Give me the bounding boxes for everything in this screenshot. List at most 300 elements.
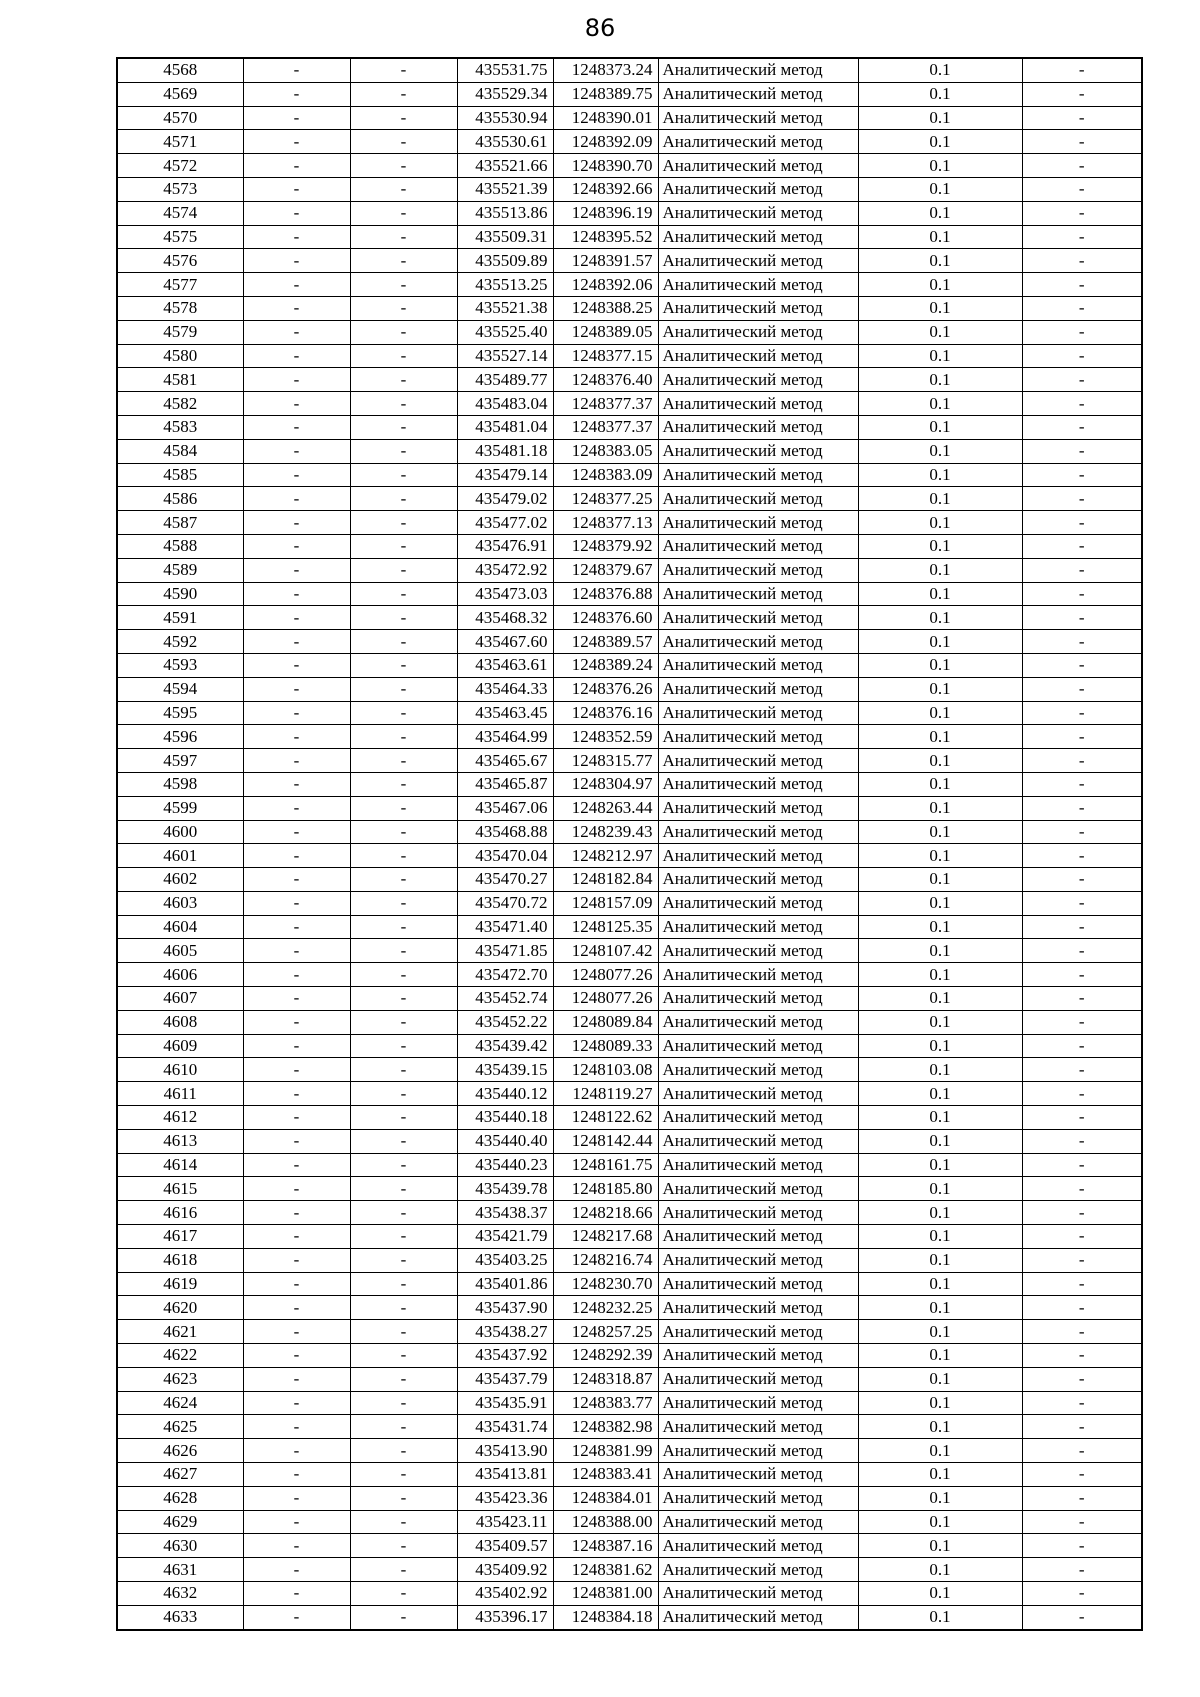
y-coordinate-cell: 1248125.35 bbox=[553, 915, 658, 939]
x-coordinate-cell: 435439.42 bbox=[457, 1034, 553, 1058]
y-coordinate-cell: 1248389.57 bbox=[553, 630, 658, 654]
dash-cell: - bbox=[1022, 1367, 1142, 1391]
method-cell: Аналитический метод bbox=[658, 1201, 858, 1225]
table-row bbox=[117, 844, 1142, 868]
y-coordinate-cell: 1248377.25 bbox=[553, 487, 658, 511]
table-row bbox=[117, 82, 1142, 106]
x-coordinate-cell: 435467.06 bbox=[457, 796, 553, 820]
dash-cell: - bbox=[1022, 1605, 1142, 1629]
dash-cell: - bbox=[243, 1034, 350, 1058]
table-row bbox=[117, 1272, 1142, 1296]
x-coordinate-cell: 435440.18 bbox=[457, 1106, 553, 1130]
table-row bbox=[117, 439, 1142, 463]
y-coordinate-cell: 1248239.43 bbox=[553, 820, 658, 844]
y-coordinate-cell: 1248376.60 bbox=[553, 606, 658, 630]
dash-cell: - bbox=[243, 106, 350, 130]
x-coordinate-cell: 435402.92 bbox=[457, 1582, 553, 1606]
dash-cell: - bbox=[243, 1272, 350, 1296]
y-coordinate-cell: 1248352.59 bbox=[553, 725, 658, 749]
method-cell: Аналитический метод bbox=[658, 915, 858, 939]
y-coordinate-cell: 1248315.77 bbox=[553, 749, 658, 773]
table-row bbox=[117, 891, 1142, 915]
table-row bbox=[117, 796, 1142, 820]
method-cell: Аналитический метод bbox=[658, 1225, 858, 1249]
x-coordinate-cell: 435435.91 bbox=[457, 1391, 553, 1415]
accuracy-cell: 0.1 bbox=[858, 1486, 1022, 1510]
table-row bbox=[117, 1320, 1142, 1344]
dash-cell: - bbox=[350, 891, 457, 915]
accuracy-cell: 0.1 bbox=[858, 415, 1022, 439]
dash-cell: - bbox=[1022, 963, 1142, 987]
method-cell: Аналитический метод bbox=[658, 1510, 858, 1534]
dash-cell: - bbox=[243, 1106, 350, 1130]
table-row bbox=[117, 106, 1142, 130]
x-coordinate-cell: 435479.02 bbox=[457, 487, 553, 511]
dash-cell: - bbox=[243, 320, 350, 344]
dash-cell: - bbox=[243, 1582, 350, 1606]
table-row bbox=[117, 534, 1142, 558]
accuracy-cell: 0.1 bbox=[858, 1058, 1022, 1082]
point-number-cell: 4581 bbox=[117, 368, 243, 392]
dash-cell: - bbox=[350, 1605, 457, 1629]
point-number-cell: 4573 bbox=[117, 177, 243, 201]
point-number-cell: 4613 bbox=[117, 1129, 243, 1153]
dash-cell: - bbox=[1022, 1534, 1142, 1558]
x-coordinate-cell: 435437.90 bbox=[457, 1296, 553, 1320]
method-cell: Аналитический метод bbox=[658, 1367, 858, 1391]
y-coordinate-cell: 1248185.80 bbox=[553, 1177, 658, 1201]
point-number-cell: 4624 bbox=[117, 1391, 243, 1415]
accuracy-cell: 0.1 bbox=[858, 1248, 1022, 1272]
accuracy-cell: 0.1 bbox=[858, 1510, 1022, 1534]
dash-cell: - bbox=[243, 1367, 350, 1391]
point-number-cell: 4583 bbox=[117, 415, 243, 439]
dash-cell: - bbox=[350, 772, 457, 796]
dash-cell: - bbox=[1022, 1391, 1142, 1415]
y-coordinate-cell: 1248122.62 bbox=[553, 1106, 658, 1130]
dash-cell: - bbox=[1022, 1272, 1142, 1296]
accuracy-cell: 0.1 bbox=[858, 653, 1022, 677]
dash-cell: - bbox=[1022, 987, 1142, 1011]
dash-cell: - bbox=[243, 296, 350, 320]
dash-cell: - bbox=[350, 225, 457, 249]
dash-cell: - bbox=[243, 368, 350, 392]
x-coordinate-cell: 435467.60 bbox=[457, 630, 553, 654]
method-cell: Аналитический метод bbox=[658, 1296, 858, 1320]
table-row bbox=[117, 1486, 1142, 1510]
method-cell: Аналитический метод bbox=[658, 606, 858, 630]
point-number-cell: 4610 bbox=[117, 1058, 243, 1082]
dash-cell: - bbox=[243, 677, 350, 701]
accuracy-cell: 0.1 bbox=[858, 725, 1022, 749]
method-cell: Аналитический метод bbox=[658, 630, 858, 654]
x-coordinate-cell: 435440.40 bbox=[457, 1129, 553, 1153]
point-number-cell: 4591 bbox=[117, 606, 243, 630]
dash-cell: - bbox=[243, 534, 350, 558]
dash-cell: - bbox=[243, 891, 350, 915]
accuracy-cell: 0.1 bbox=[858, 677, 1022, 701]
dash-cell: - bbox=[1022, 772, 1142, 796]
y-coordinate-cell: 1248212.97 bbox=[553, 844, 658, 868]
table-row bbox=[117, 177, 1142, 201]
dash-cell: - bbox=[243, 392, 350, 416]
point-number-cell: 4569 bbox=[117, 82, 243, 106]
table-row bbox=[117, 1367, 1142, 1391]
method-cell: Аналитический метод bbox=[658, 177, 858, 201]
dash-cell: - bbox=[1022, 749, 1142, 773]
x-coordinate-cell: 435481.18 bbox=[457, 439, 553, 463]
dash-cell: - bbox=[350, 1558, 457, 1582]
dash-cell: - bbox=[1022, 344, 1142, 368]
point-number-cell: 4609 bbox=[117, 1034, 243, 1058]
dash-cell: - bbox=[350, 1320, 457, 1344]
method-cell: Аналитический метод bbox=[658, 701, 858, 725]
dash-cell: - bbox=[243, 82, 350, 106]
dash-cell: - bbox=[350, 1106, 457, 1130]
point-number-cell: 4576 bbox=[117, 249, 243, 273]
point-number-cell: 4620 bbox=[117, 1296, 243, 1320]
x-coordinate-cell: 435472.92 bbox=[457, 558, 553, 582]
method-cell: Аналитический метод bbox=[658, 844, 858, 868]
method-cell: Аналитический метод bbox=[658, 1320, 858, 1344]
accuracy-cell: 0.1 bbox=[858, 177, 1022, 201]
x-coordinate-cell: 435471.40 bbox=[457, 915, 553, 939]
dash-cell: - bbox=[1022, 1248, 1142, 1272]
point-number-cell: 4615 bbox=[117, 1177, 243, 1201]
dash-cell: - bbox=[243, 868, 350, 892]
table-row bbox=[117, 320, 1142, 344]
table-row bbox=[117, 249, 1142, 273]
method-cell: Аналитический метод bbox=[658, 58, 858, 82]
method-cell: Аналитический метод bbox=[658, 1439, 858, 1463]
x-coordinate-cell: 435521.66 bbox=[457, 154, 553, 178]
dash-cell: - bbox=[243, 963, 350, 987]
dash-cell: - bbox=[243, 1534, 350, 1558]
dash-cell: - bbox=[350, 1129, 457, 1153]
dash-cell: - bbox=[1022, 106, 1142, 130]
dash-cell: - bbox=[1022, 1439, 1142, 1463]
accuracy-cell: 0.1 bbox=[858, 1201, 1022, 1225]
dash-cell: - bbox=[350, 463, 457, 487]
x-coordinate-cell: 435476.91 bbox=[457, 534, 553, 558]
y-coordinate-cell: 1248379.67 bbox=[553, 558, 658, 582]
method-cell: Аналитический метод bbox=[658, 796, 858, 820]
y-coordinate-cell: 1248384.01 bbox=[553, 1486, 658, 1510]
x-coordinate-cell: 435489.77 bbox=[457, 368, 553, 392]
point-number-cell: 4631 bbox=[117, 1558, 243, 1582]
point-number-cell: 4588 bbox=[117, 534, 243, 558]
dash-cell: - bbox=[350, 1034, 457, 1058]
point-number-cell: 4594 bbox=[117, 677, 243, 701]
point-number-cell: 4626 bbox=[117, 1439, 243, 1463]
dash-cell: - bbox=[243, 439, 350, 463]
y-coordinate-cell: 1248232.25 bbox=[553, 1296, 658, 1320]
y-coordinate-cell: 1248119.27 bbox=[553, 1082, 658, 1106]
y-coordinate-cell: 1248107.42 bbox=[553, 939, 658, 963]
x-coordinate-cell: 435440.12 bbox=[457, 1082, 553, 1106]
x-coordinate-cell: 435465.67 bbox=[457, 749, 553, 773]
method-cell: Аналитический метод bbox=[658, 963, 858, 987]
y-coordinate-cell: 1248381.99 bbox=[553, 1439, 658, 1463]
coordinates-table bbox=[116, 57, 1143, 1631]
accuracy-cell: 0.1 bbox=[858, 582, 1022, 606]
dash-cell: - bbox=[243, 844, 350, 868]
dash-cell: - bbox=[350, 582, 457, 606]
accuracy-cell: 0.1 bbox=[858, 344, 1022, 368]
dash-cell: - bbox=[1022, 1510, 1142, 1534]
x-coordinate-cell: 435509.89 bbox=[457, 249, 553, 273]
accuracy-cell: 0.1 bbox=[858, 963, 1022, 987]
point-number-cell: 4632 bbox=[117, 1582, 243, 1606]
accuracy-cell: 0.1 bbox=[858, 439, 1022, 463]
method-cell: Аналитический метод bbox=[658, 1605, 858, 1629]
method-cell: Аналитический метод bbox=[658, 320, 858, 344]
method-cell: Аналитический метод bbox=[658, 1344, 858, 1368]
accuracy-cell: 0.1 bbox=[858, 1439, 1022, 1463]
dash-cell: - bbox=[350, 963, 457, 987]
method-cell: Аналитический метод bbox=[658, 939, 858, 963]
x-coordinate-cell: 435471.85 bbox=[457, 939, 553, 963]
dash-cell: - bbox=[350, 320, 457, 344]
dash-cell: - bbox=[1022, 891, 1142, 915]
dash-cell: - bbox=[350, 1439, 457, 1463]
method-cell: Аналитический метод bbox=[658, 1248, 858, 1272]
x-coordinate-cell: 435423.36 bbox=[457, 1486, 553, 1510]
x-coordinate-cell: 435521.39 bbox=[457, 177, 553, 201]
dash-cell: - bbox=[243, 273, 350, 297]
table-row bbox=[117, 725, 1142, 749]
point-number-cell: 4582 bbox=[117, 392, 243, 416]
dash-cell: - bbox=[350, 106, 457, 130]
point-number-cell: 4570 bbox=[117, 106, 243, 130]
dash-cell: - bbox=[1022, 82, 1142, 106]
table-row bbox=[117, 582, 1142, 606]
point-number-cell: 4608 bbox=[117, 1010, 243, 1034]
dash-cell: - bbox=[350, 415, 457, 439]
x-coordinate-cell: 435527.14 bbox=[457, 344, 553, 368]
point-number-cell: 4593 bbox=[117, 653, 243, 677]
point-number-cell: 4574 bbox=[117, 201, 243, 225]
dash-cell: - bbox=[1022, 653, 1142, 677]
dash-cell: - bbox=[243, 154, 350, 178]
dash-cell: - bbox=[243, 796, 350, 820]
accuracy-cell: 0.1 bbox=[858, 606, 1022, 630]
dash-cell: - bbox=[243, 249, 350, 273]
method-cell: Аналитический метод bbox=[658, 677, 858, 701]
dash-cell: - bbox=[243, 1391, 350, 1415]
table-row bbox=[117, 130, 1142, 154]
accuracy-cell: 0.1 bbox=[858, 487, 1022, 511]
accuracy-cell: 0.1 bbox=[858, 296, 1022, 320]
method-cell: Аналитический метод bbox=[658, 1558, 858, 1582]
dash-cell: - bbox=[1022, 1058, 1142, 1082]
dash-cell: - bbox=[243, 749, 350, 773]
point-number-cell: 4611 bbox=[117, 1082, 243, 1106]
point-number-cell: 4629 bbox=[117, 1510, 243, 1534]
dash-cell: - bbox=[243, 1225, 350, 1249]
dash-cell: - bbox=[243, 987, 350, 1011]
x-coordinate-cell: 435531.75 bbox=[457, 58, 553, 82]
accuracy-cell: 0.1 bbox=[858, 106, 1022, 130]
x-coordinate-cell: 435401.86 bbox=[457, 1272, 553, 1296]
table-row bbox=[117, 1582, 1142, 1606]
accuracy-cell: 0.1 bbox=[858, 273, 1022, 297]
dash-cell: - bbox=[1022, 225, 1142, 249]
method-cell: Аналитический метод bbox=[658, 1177, 858, 1201]
x-coordinate-cell: 435530.61 bbox=[457, 130, 553, 154]
method-cell: Аналитический метод bbox=[658, 1082, 858, 1106]
dash-cell: - bbox=[350, 273, 457, 297]
accuracy-cell: 0.1 bbox=[858, 154, 1022, 178]
point-number-cell: 4585 bbox=[117, 463, 243, 487]
method-cell: Аналитический метод bbox=[658, 82, 858, 106]
y-coordinate-cell: 1248392.09 bbox=[553, 130, 658, 154]
table-row bbox=[117, 963, 1142, 987]
dash-cell: - bbox=[243, 1558, 350, 1582]
accuracy-cell: 0.1 bbox=[858, 915, 1022, 939]
dash-cell: - bbox=[350, 1248, 457, 1272]
dash-cell: - bbox=[1022, 249, 1142, 273]
x-coordinate-cell: 435468.88 bbox=[457, 820, 553, 844]
table-row bbox=[117, 1605, 1142, 1629]
method-cell: Аналитический метод bbox=[658, 1058, 858, 1082]
method-cell: Аналитический метод bbox=[658, 772, 858, 796]
dash-cell: - bbox=[1022, 1344, 1142, 1368]
dash-cell: - bbox=[350, 201, 457, 225]
dash-cell: - bbox=[243, 1415, 350, 1439]
x-coordinate-cell: 435463.45 bbox=[457, 701, 553, 725]
y-coordinate-cell: 1248157.09 bbox=[553, 891, 658, 915]
accuracy-cell: 0.1 bbox=[858, 1463, 1022, 1487]
dash-cell: - bbox=[350, 1058, 457, 1082]
point-number-cell: 4622 bbox=[117, 1344, 243, 1368]
y-coordinate-cell: 1248377.13 bbox=[553, 511, 658, 535]
dash-cell: - bbox=[1022, 1463, 1142, 1487]
dash-cell: - bbox=[350, 249, 457, 273]
x-coordinate-cell: 435479.14 bbox=[457, 463, 553, 487]
table-row bbox=[117, 344, 1142, 368]
dash-cell: - bbox=[243, 1153, 350, 1177]
dash-cell: - bbox=[243, 582, 350, 606]
method-cell: Аналитический метод bbox=[658, 1129, 858, 1153]
table-row bbox=[117, 630, 1142, 654]
x-coordinate-cell: 435452.22 bbox=[457, 1010, 553, 1034]
dash-cell: - bbox=[1022, 487, 1142, 511]
y-coordinate-cell: 1248377.37 bbox=[553, 415, 658, 439]
dash-cell: - bbox=[1022, 1177, 1142, 1201]
table-row bbox=[117, 392, 1142, 416]
dash-cell: - bbox=[350, 1367, 457, 1391]
dash-cell: - bbox=[243, 915, 350, 939]
table-row bbox=[117, 368, 1142, 392]
dash-cell: - bbox=[350, 130, 457, 154]
dash-cell: - bbox=[1022, 796, 1142, 820]
table-row bbox=[117, 1344, 1142, 1368]
dash-cell: - bbox=[350, 154, 457, 178]
dash-cell: - bbox=[243, 487, 350, 511]
dash-cell: - bbox=[243, 463, 350, 487]
dash-cell: - bbox=[350, 82, 457, 106]
table-row bbox=[117, 772, 1142, 796]
dash-cell: - bbox=[243, 1439, 350, 1463]
dash-cell: - bbox=[350, 725, 457, 749]
dash-cell: - bbox=[1022, 58, 1142, 82]
table-row bbox=[117, 1558, 1142, 1582]
table-row bbox=[117, 749, 1142, 773]
point-number-cell: 4580 bbox=[117, 344, 243, 368]
accuracy-cell: 0.1 bbox=[858, 939, 1022, 963]
dash-cell: - bbox=[1022, 1486, 1142, 1510]
dash-cell: - bbox=[243, 1010, 350, 1034]
dash-cell: - bbox=[350, 392, 457, 416]
y-coordinate-cell: 1248318.87 bbox=[553, 1367, 658, 1391]
point-number-cell: 4579 bbox=[117, 320, 243, 344]
y-coordinate-cell: 1248384.18 bbox=[553, 1605, 658, 1629]
dash-cell: - bbox=[243, 725, 350, 749]
dash-cell: - bbox=[1022, 534, 1142, 558]
point-number-cell: 4598 bbox=[117, 772, 243, 796]
table-row bbox=[117, 1177, 1142, 1201]
accuracy-cell: 0.1 bbox=[858, 1010, 1022, 1034]
y-coordinate-cell: 1248390.01 bbox=[553, 106, 658, 130]
accuracy-cell: 0.1 bbox=[858, 630, 1022, 654]
y-coordinate-cell: 1248142.44 bbox=[553, 1129, 658, 1153]
dash-cell: - bbox=[350, 1582, 457, 1606]
dash-cell: - bbox=[350, 1534, 457, 1558]
y-coordinate-cell: 1248376.26 bbox=[553, 677, 658, 701]
point-number-cell: 4627 bbox=[117, 1463, 243, 1487]
dash-cell: - bbox=[350, 1391, 457, 1415]
table-row bbox=[117, 273, 1142, 297]
dash-cell: - bbox=[350, 511, 457, 535]
point-number-cell: 4571 bbox=[117, 130, 243, 154]
accuracy-cell: 0.1 bbox=[858, 772, 1022, 796]
method-cell: Аналитический метод bbox=[658, 1415, 858, 1439]
method-cell: Аналитический метод bbox=[658, 439, 858, 463]
y-coordinate-cell: 1248395.52 bbox=[553, 225, 658, 249]
accuracy-cell: 0.1 bbox=[858, 820, 1022, 844]
y-coordinate-cell: 1248217.68 bbox=[553, 1225, 658, 1249]
method-cell: Аналитический метод bbox=[658, 987, 858, 1011]
table-row bbox=[117, 1225, 1142, 1249]
accuracy-cell: 0.1 bbox=[858, 1106, 1022, 1130]
method-cell: Аналитический метод bbox=[658, 106, 858, 130]
y-coordinate-cell: 1248103.08 bbox=[553, 1058, 658, 1082]
dash-cell: - bbox=[1022, 1082, 1142, 1106]
table-row bbox=[117, 201, 1142, 225]
x-coordinate-cell: 435438.27 bbox=[457, 1320, 553, 1344]
dash-cell: - bbox=[243, 58, 350, 82]
dash-cell: - bbox=[350, 820, 457, 844]
y-coordinate-cell: 1248304.97 bbox=[553, 772, 658, 796]
method-cell: Аналитический метод bbox=[658, 725, 858, 749]
point-number-cell: 4623 bbox=[117, 1367, 243, 1391]
y-coordinate-cell: 1248376.40 bbox=[553, 368, 658, 392]
dash-cell: - bbox=[1022, 820, 1142, 844]
table-row bbox=[117, 1010, 1142, 1034]
y-coordinate-cell: 1248230.70 bbox=[553, 1272, 658, 1296]
dash-cell: - bbox=[350, 1082, 457, 1106]
point-number-cell: 4577 bbox=[117, 273, 243, 297]
y-coordinate-cell: 1248377.37 bbox=[553, 392, 658, 416]
table-row bbox=[117, 1534, 1142, 1558]
table-row bbox=[117, 1415, 1142, 1439]
dash-cell: - bbox=[1022, 630, 1142, 654]
table-row bbox=[117, 558, 1142, 582]
point-number-cell: 4604 bbox=[117, 915, 243, 939]
x-coordinate-cell: 435464.99 bbox=[457, 725, 553, 749]
point-number-cell: 4618 bbox=[117, 1248, 243, 1272]
